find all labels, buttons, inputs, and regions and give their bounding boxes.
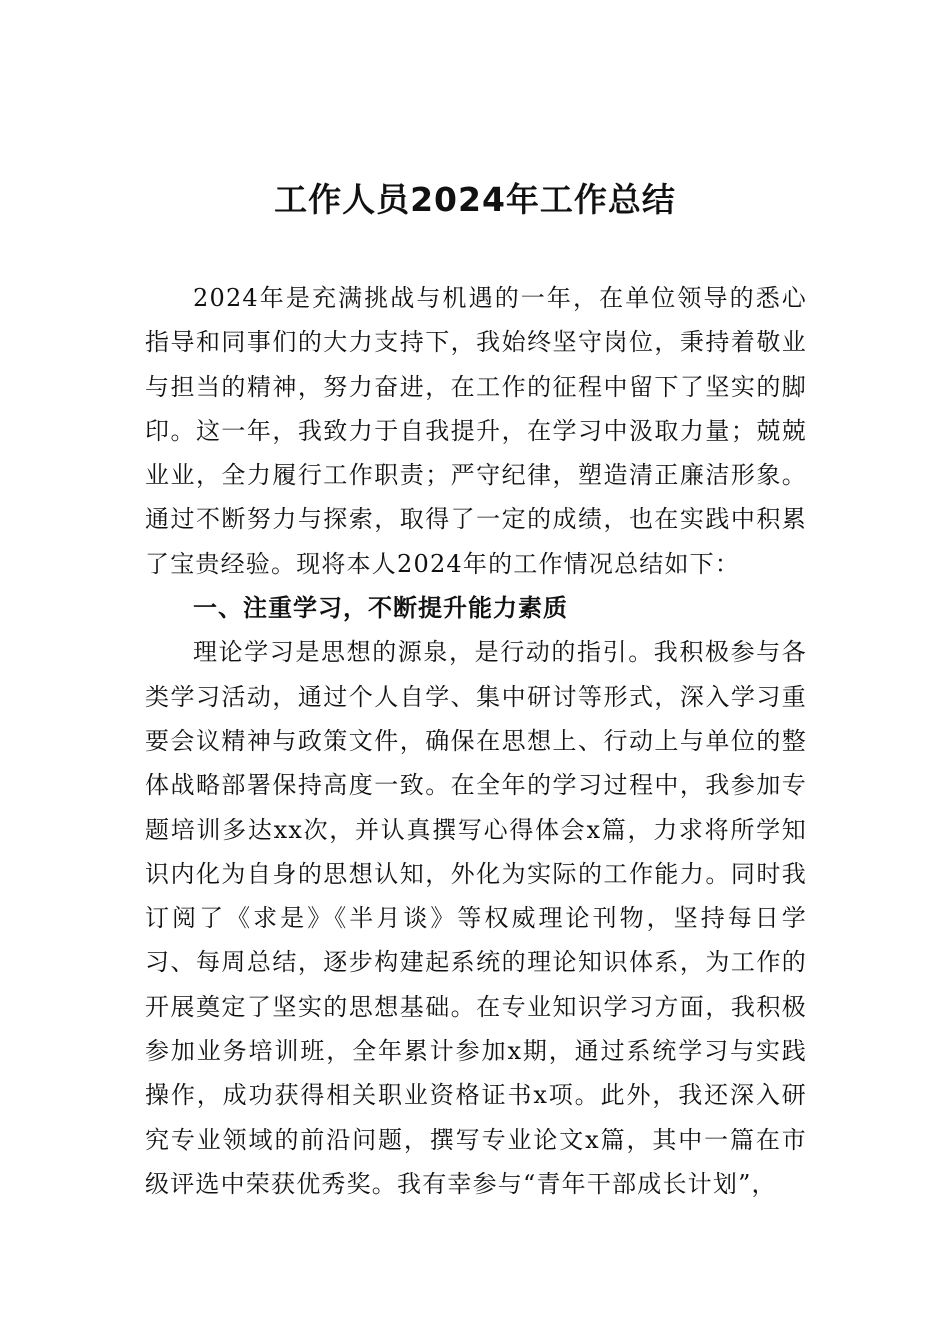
section-heading: 一、注重学习，不断提升能力素质 — [193, 594, 568, 623]
document-title: 工作人员2024年工作总结 — [274, 180, 676, 219]
intro-paragraph: 2024年是充满挑战与机遇的一年，在单位领导的悉心指导和同事们的大力支持下，我始终坚守岗位，秉持着敬业与担当的精神，努力奋进，在工作的征程中留下了坚实的脚印。这一年，我致力于自我提升，在学习中汲取力量；兢兢业业，全力履行工作职责；严守纪律，塑造清正廉洁形象。通过不断努力与探索，取得了一定的成绩，也在实践中积累了宝贵经验。现将本人2024年的工作情况总结如下： — [145, 284, 807, 578]
document-body — [145, 276, 807, 1206]
section-paragraph: 理论学习是思想的源泉，是行动的指引。我积极参与各类学习活动，通过个人自学、集中研讨等形式，深入学习重要会议精神与政策文件，确保在思想上、行动上与单位的整体战略部署保持高度一致。在全年的学习过程中，我参加专题培训多达xx次，并认真撰写心得体会x篇，力求将所学知识内化为自身的思想认知，外化为实际的工作能力。同时我订阅了《求是》《半月谈》等权威理论刊物，坚持每日学习、每周总结，逐步构建起系统的理论知识体系，为工作的开展奠定了坚实的思想基础。在专业知识学习方面，我积极参加业务培训班，全年累计参加x期，通过系统学习与实践操作，成功获得相关职业资格证书x项。此外，我还深入研究专业领域的前沿问题，撰写专业论文x篇，其中一篇在市级评选中荣获优秀奖。我有幸参与“青年干部成长计划”， — [145, 638, 807, 1198]
